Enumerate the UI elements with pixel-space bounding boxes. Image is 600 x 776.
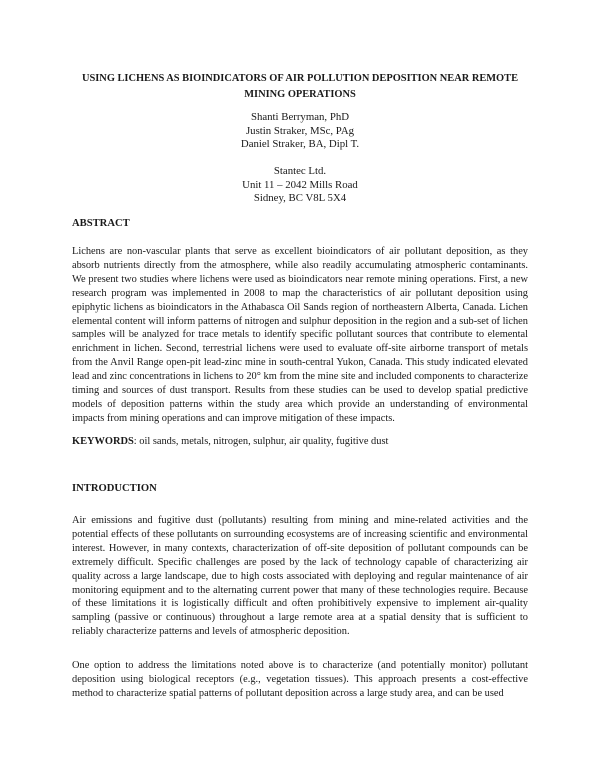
author-list (0, 111, 600, 152)
affiliation-line: Unit 11 – 2042 Mills Road (242, 178, 358, 191)
keywords-label: KEYWORDS (72, 436, 134, 447)
affiliation-block (0, 165, 600, 206)
title-line-1: USING LICHENS AS BIOINDICATORS OF AIR POLLUTION DEPOSITION NEAR REMOTE (81, 73, 518, 84)
author-name: Justin Straker, MSc, PAg (245, 124, 355, 137)
abstract-heading: ABSTRACT (72, 218, 130, 229)
keywords-text: : oil sands, metals, nitrogen, sulphur, air quality, fugitive dust (133, 436, 389, 447)
introduction-paragraph-2: One option to address the limitations noted above is to characterize (and potentially monitor) pollutant deposition using biological receptors (e.g., vegetation tissues). This approach presents a cost-effective method to characterize spatial patterns of pollutant deposition across a large study area, and can be used (72, 660, 528, 699)
author-name: Shanti Berryman, PhD (250, 111, 350, 123)
author-name: Daniel Straker, BA, Dipl T. (240, 138, 360, 150)
introduction-paragraph-1: Air emissions and fugitive dust (pollutants) resulting from mining and mine-related activities and the potential effects of these pollutants on surrounding ecosystems are of increasing scientific and environmental interest. However, in many contexts, characterization of off-site deposition of pollutant compounds can be extremely difficult. Specific challenges are posed by the lack of technology capable of characterizing air quality across a large landscape, due to high costs associated with deploying and regular maintenance of air monitoring equipment and to the alternating current power that many of these technologies require. Because of these limitations it is logistically difficult and often prohibitively expensive to implement air-quality sampling (passive or continuous) throughout a large remote area at a spatial density that is sufficient to reliably characterize patterns and levels of atmospheric deposition. (72, 515, 528, 638)
affiliation-line: Stantec Ltd. (273, 165, 327, 177)
abstract-paragraph: Lichens are non-vascular plants that serve as excellent bioindicators of air pollutant deposition, as they absorb nutrients directly from the atmosphere, while also readily accumulating atmospheric contaminants. We present two studies where lichens were used as bioindicators near remote mining operations. First, a new research program was implemented in 2008 to map the characteristics of air pollutant deposition using epiphytic lichens as bioindicators in the Athabasca Oil Sands region of northeastern Alberta, Canada. Lichen elemental content will inform patterns of nitrogen and sulphur deposition in the region and a sub-set of lichen samples will be analyzed for trace metals to identify specific pollutant sources that contribute to elemental enrichment in lichen. Second, terrestrial lichens were used to evaluate off-site airborne transport of metals from the Anvil Range open-pit lead-zinc mine in south-central Yukon, Canada. This study indicated elevated lead and zinc concentrations in lichens to 20° km from the mine site and included components to characterize timing and sources of dust transport. Results from these studies can be used to develop spatial predictive models of deposition patterns within the study area which provide an understanding of environmental impacts from mining operations and can improve mitigation of these impacts. (72, 246, 528, 424)
keywords-line (72, 435, 528, 449)
paper-title (60, 71, 540, 103)
introduction-heading: INTRODUCTION (72, 483, 157, 494)
title-line-2: MINING OPERATIONS (244, 89, 356, 100)
affiliation-line: Sidney, BC V8L 5X4 (253, 192, 347, 204)
